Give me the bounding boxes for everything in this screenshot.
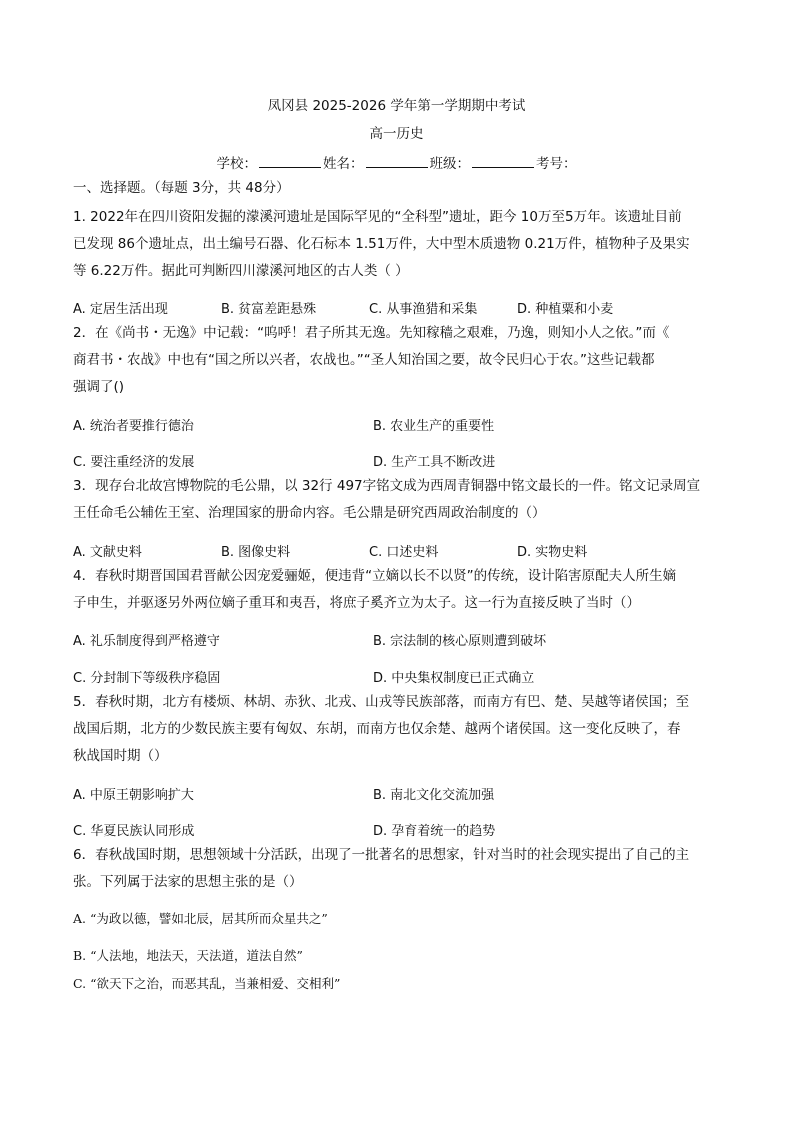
option-b[interactable]: B. “人法地，地法天，天法道，道法自然” xyxy=(73,948,303,963)
question-text: 张。下列属于法家的思想主张的是（） xyxy=(73,874,303,890)
option-c[interactable]: C. 从事渔猎和采集 xyxy=(369,302,478,317)
option-b[interactable]: B. 南北文化交流加强 xyxy=(373,788,495,803)
student-info-line xyxy=(0,152,793,172)
option-d[interactable]: D. 中央集权制度已正式确立 xyxy=(373,671,535,686)
name-label: 姓名： xyxy=(323,156,364,172)
question-text: 等 6.22万件。据此可判断四川濛溪河地区的古人类（ ） xyxy=(73,263,409,279)
question-text: 4．春秋时期晋国国君晋献公因宠爱骊姬，便违背“立嫡以长不以贤”的传统，设计陷害原配夫人所生嫡 xyxy=(73,568,677,584)
option-a[interactable]: A. “为政以德，譬如北辰，居其所而众星共之” xyxy=(73,911,328,926)
option-a[interactable]: A. 定居生活出现 xyxy=(73,302,168,317)
question-text: 商君书・农战》中也有“国之所以兴者，农战也。”“圣人知治国之要，故令民归心于农。”这些记载都 xyxy=(73,352,655,368)
question-text: 2．在《尚书・无逸》中记载：“呜呼！君子所其无逸。先知稼穑之艰难，乃逸，则知小人之依。”而《 xyxy=(73,325,670,341)
option-a[interactable]: A. 中原王朝影响扩大 xyxy=(73,788,194,803)
option-d[interactable]: D. 孕育着统一的趋势 xyxy=(373,824,496,839)
option-c[interactable]: C. 要注重经济的发展 xyxy=(73,455,195,470)
option-a[interactable]: A. 文献史料 xyxy=(73,545,142,560)
option-d[interactable]: D. 种植粟和小麦 xyxy=(517,302,614,317)
name-blank[interactable] xyxy=(366,154,428,168)
exam-number-label: 考号： xyxy=(536,156,577,172)
question-text: 3．现存台北故宫博物院的毛公鼎，以 32行 497字铭文成为西周青铜器中铭文最长的一件。铭文记录周宣 xyxy=(73,478,701,494)
option-c[interactable]: C. “欲天下之治，而恶其乱，当兼相爱、交相利” xyxy=(73,976,341,991)
question-text: 强调了() xyxy=(73,379,125,395)
school-blank[interactable] xyxy=(259,154,321,168)
option-a[interactable]: A. 统治者要推行德治 xyxy=(73,419,194,434)
question-text: 5．春秋时期，北方有楼烦、林胡、赤狄、北戎、山戎等民族部落，而南方有巴、楚、吴越等诸侯国；至 xyxy=(73,694,690,710)
option-b[interactable]: B. 宗法制的核心原则遭到破坏 xyxy=(373,634,547,649)
exam-subject: 高一历史 xyxy=(369,126,424,142)
question-text: 已发现 86个遗址点，出土编号石器、化石标本 1.51万件，大中型木质遗物 0.21万件，植物种子及果实 xyxy=(73,236,690,252)
option-c[interactable]: C. 口述史料 xyxy=(369,545,439,560)
question-text: 王任命毛公辅佐王室、治理国家的册命内容。毛公鼎是研究西周政治制度的（） xyxy=(73,505,546,521)
exam-title: 凤冈县 2025-2026 学年第一学期期中考试 xyxy=(267,98,526,114)
option-c[interactable]: C. 华夏民族认同形成 xyxy=(73,824,195,839)
option-a[interactable]: A. 礼乐制度得到严格遵守 xyxy=(73,634,220,649)
question-text: 1. 2022年在四川资阳发掘的濛溪河遗址是国际罕见的“全科型”遗址，距今 10万至5万年。该遗址目前 xyxy=(73,209,682,225)
class-label: 班级： xyxy=(429,156,470,172)
option-d[interactable]: D. 实物史料 xyxy=(517,545,588,560)
option-b[interactable]: B. 贫富差距悬殊 xyxy=(221,302,317,317)
option-b[interactable]: B. 图像史料 xyxy=(221,545,291,560)
option-b[interactable]: B. 农业生产的重要性 xyxy=(373,419,495,434)
section-heading: 一、选择题。（每题 3分，共 48分） xyxy=(73,180,290,196)
option-d[interactable]: D. 生产工具不断改进 xyxy=(373,455,496,470)
class-blank[interactable] xyxy=(472,154,534,168)
question-text: 6．春秋战国时期，思想领域十分活跃，出现了一批著名的思想家，针对当时的社会现实提出了自己的主 xyxy=(73,847,690,863)
question-text: 战国后期，北方的少数民族主要有匈奴、东胡，而南方也仅余楚、越两个诸侯国。这一变化反映了，春 xyxy=(73,721,681,737)
option-c[interactable]: C. 分封制下等级秩序稳固 xyxy=(73,671,221,686)
question-text: 秋战国时期（） xyxy=(73,748,168,764)
question-text: 子申生，并驱逐另外两位嫡子重耳和夷吾，将庶子奚齐立为太子。这一行为直接反映了当时（） xyxy=(73,595,640,611)
school-label: 学校： xyxy=(216,156,257,172)
